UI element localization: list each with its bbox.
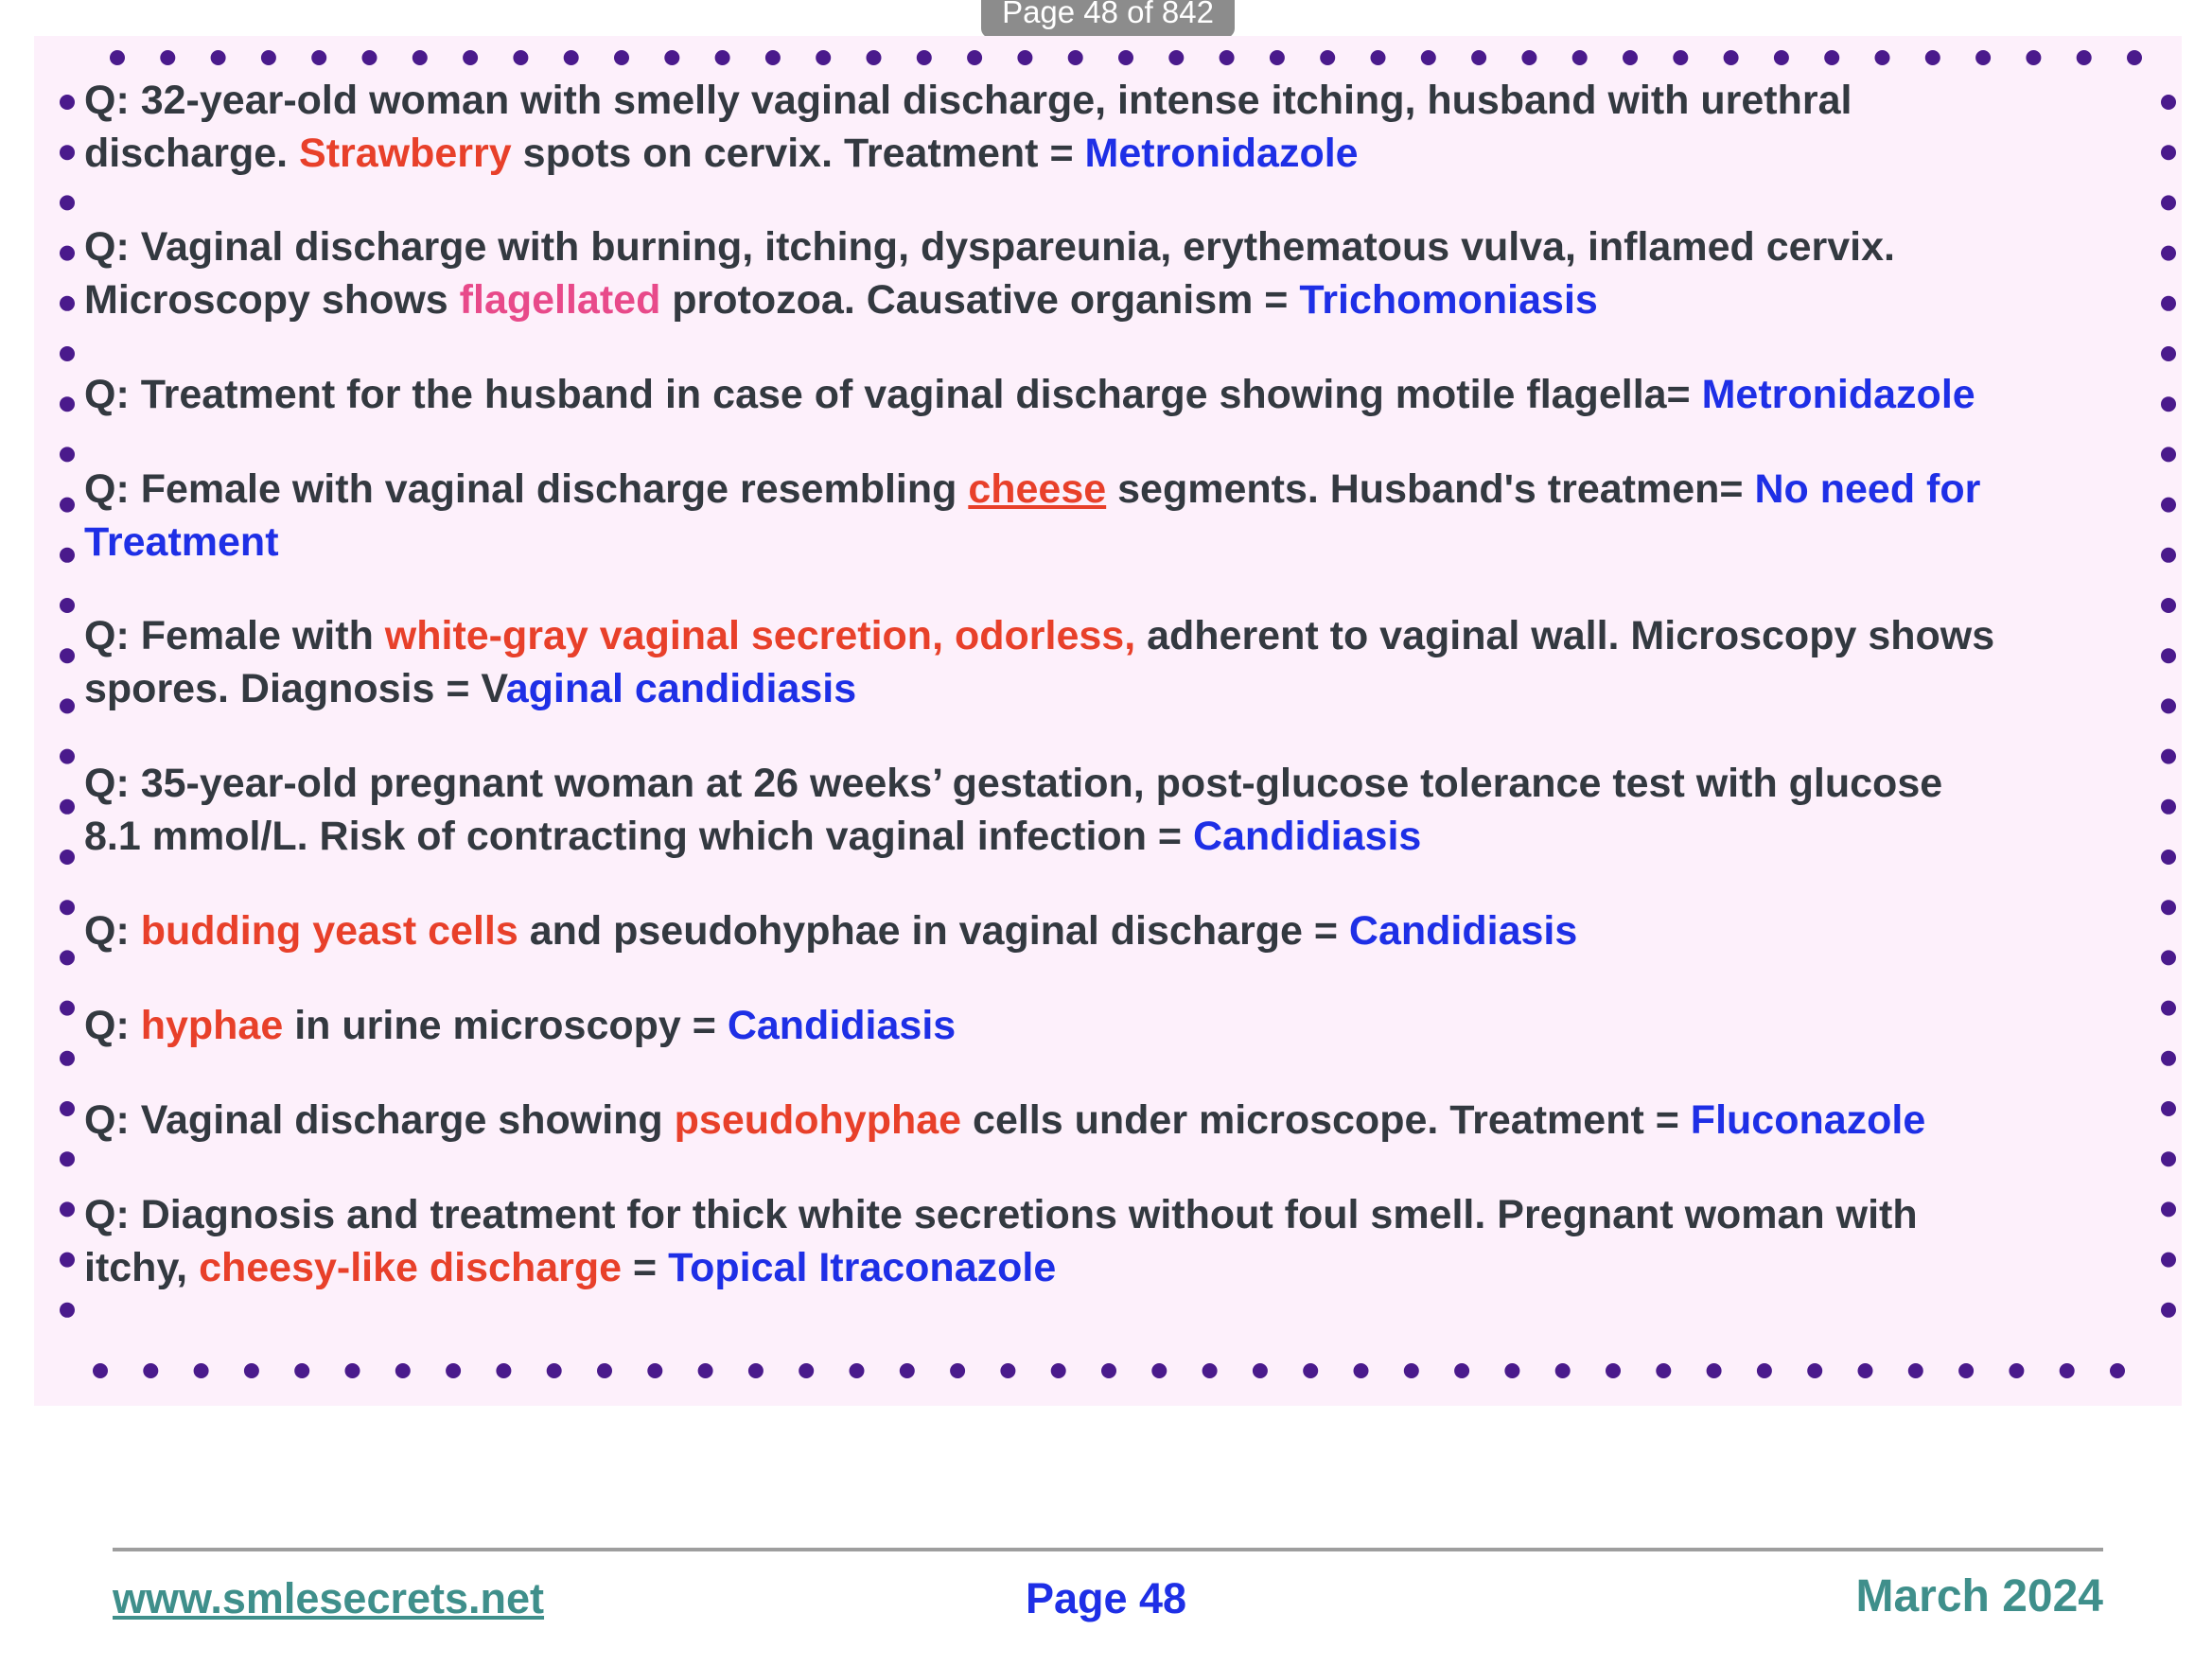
border-dot — [60, 648, 75, 663]
border-dot — [2026, 50, 2041, 65]
question-text: Q: Diagnosis and treatment for thick white secretions without foul smell. Pregnant woman with itchy, — [84, 1192, 1918, 1290]
border-dot — [2009, 1363, 2024, 1378]
question-text: Q: Vaginal discharge showing — [84, 1097, 675, 1143]
border-dot — [1354, 1363, 1369, 1378]
border-dot — [60, 95, 75, 110]
answer-text: Candidiasis — [1348, 908, 1578, 954]
question-text: spots on cervix. Treatment = — [511, 131, 1085, 176]
border-dot — [1656, 1363, 1671, 1378]
border-dot — [1858, 1363, 1873, 1378]
border-dot — [60, 447, 75, 462]
answer-text: Trichomoniasis — [1299, 277, 1598, 323]
border-dot — [1454, 1363, 1469, 1378]
border-dot — [1875, 50, 1890, 65]
border-dot — [1270, 50, 1285, 65]
answer-text: Metronidazole — [1084, 131, 1359, 176]
qa-item — [84, 220, 2166, 326]
border-dot — [2161, 195, 2176, 210]
border-dot — [60, 195, 75, 210]
border-dot — [547, 1363, 562, 1378]
question-text: Q: Vaginal discharge with burning, itching, dyspareunia, erythematous vulva, inflamed cervix. Microscopy shows — [84, 224, 1895, 323]
border-dot — [261, 50, 276, 65]
border-dot — [60, 1303, 75, 1318]
website-link[interactable]: www.smlesecrets.net — [113, 1574, 545, 1622]
border-dot — [362, 50, 377, 65]
border-dot — [345, 1363, 360, 1378]
border-dot — [715, 50, 730, 65]
border-dot — [60, 1201, 75, 1217]
border-dot — [1118, 50, 1133, 65]
border-dot — [1203, 1363, 1218, 1378]
answer-text: Topical Itraconazole — [668, 1245, 1057, 1290]
border-dot — [614, 50, 629, 65]
border-dot — [2161, 1051, 2176, 1066]
keyword-text: budding yeast cells — [140, 908, 518, 954]
border-dot — [60, 1151, 75, 1166]
qa-item — [84, 1188, 2166, 1294]
qa-item — [84, 904, 2166, 957]
answer-text: Candidiasis — [727, 1003, 957, 1048]
border-dot — [1925, 50, 1940, 65]
border-dot — [2161, 1303, 2176, 1318]
border-dot — [2060, 1363, 2075, 1378]
border-dot — [60, 1001, 75, 1016]
keyword-text: flagellated — [459, 277, 661, 323]
border-dot — [463, 50, 478, 65]
border-dot — [1975, 50, 1991, 65]
border-dot — [748, 1363, 764, 1378]
border-dot — [395, 1363, 411, 1378]
border-dot — [1471, 50, 1486, 65]
answer-text: Metronidazole — [1701, 372, 1975, 417]
border-dot — [60, 950, 75, 965]
border-dot — [1320, 50, 1335, 65]
border-dot — [1572, 50, 1588, 65]
border-dot — [60, 598, 75, 613]
question-text: Q: Treatment for the husband in case of vaginal discharge showing motile flagella= — [84, 372, 1702, 417]
question-text: protozoa. Causative organism = — [660, 277, 1300, 323]
border-dot — [60, 1101, 75, 1116]
question-text: Q: — [84, 908, 141, 954]
question-text: and pseudohyphae in vaginal discharge = — [518, 908, 1349, 954]
question-text: segments. Husband's treatmen= — [1106, 466, 1755, 512]
question-text: = — [622, 1245, 669, 1290]
border-dot — [1051, 1363, 1066, 1378]
border-dot — [2161, 346, 2176, 361]
border-dot — [1000, 1363, 1015, 1378]
border-dot — [413, 50, 428, 65]
border-dot — [160, 50, 175, 65]
answer-text: No need for Treatment — [84, 466, 1981, 565]
border-dot — [900, 1363, 915, 1378]
border-dot — [1151, 1363, 1167, 1378]
border-dot — [1521, 50, 1536, 65]
border-dot — [967, 50, 982, 65]
question-text: Q: 32-year-old woman with smelly vaginal discharge, intense itching, husband with urethral discharge. — [84, 78, 1852, 176]
question-text: adherent to vaginal wall. Microscopy shows spores. Diagnosis = V — [84, 613, 1995, 711]
question-text: in urine microscopy = — [283, 1003, 728, 1048]
question-text: Q: 35-year-old pregnant woman at 26 weeks’ gestation, post-glucose tolerance test with glucose 8.1 mmol/L. Risk of contracting which vaginal infection = — [84, 761, 1943, 859]
border-dot — [496, 1363, 511, 1378]
qa-item — [84, 1094, 2166, 1147]
border-dot — [1404, 1363, 1419, 1378]
border-dot — [446, 1363, 461, 1378]
border-dot — [60, 145, 75, 160]
border-dot — [1958, 1363, 1974, 1378]
border-dot — [1371, 50, 1386, 65]
qa-item — [84, 74, 2166, 180]
border-dot — [765, 50, 781, 65]
footer-page-number: Page 48 — [1025, 1574, 1187, 1622]
border-dot — [917, 50, 932, 65]
border-dot — [60, 1051, 75, 1066]
border-dot — [1623, 50, 1638, 65]
border-dot — [60, 799, 75, 815]
keyword-text: white-gray vaginal secretion, odorless, — [384, 613, 1136, 658]
border-dot — [60, 749, 75, 764]
border-dot — [1673, 50, 1688, 65]
border-dot — [1253, 1363, 1268, 1378]
qa-item — [84, 463, 2166, 569]
border-dot — [1555, 1363, 1571, 1378]
border-dot — [143, 1363, 158, 1378]
keyword-text: Strawberry — [299, 131, 512, 176]
border-dot — [60, 850, 75, 865]
border-dot — [1807, 1363, 1822, 1378]
border-dot — [2161, 447, 2176, 462]
border-dot — [194, 1363, 209, 1378]
border-dot — [60, 900, 75, 915]
border-dot — [1757, 1363, 1772, 1378]
border-dot — [698, 1363, 713, 1378]
keyword-text: cheese — [968, 466, 1107, 512]
border-dot — [597, 1363, 612, 1378]
qa-item — [84, 609, 2166, 715]
border-dot — [60, 296, 75, 311]
page-indicator: Page 48 of 842 — [981, 0, 1235, 38]
border-dot — [1168, 50, 1184, 65]
border-dot — [60, 498, 75, 513]
border-dot — [867, 50, 882, 65]
border-dot — [294, 1363, 309, 1378]
qa-item — [84, 368, 2166, 421]
border-dot — [1068, 50, 1083, 65]
border-dot — [1774, 50, 1789, 65]
border-dot — [60, 396, 75, 412]
answer-text: Fluconazole — [1690, 1097, 1926, 1143]
border-dot — [1017, 50, 1032, 65]
footer-date: March 2024 — [1855, 1571, 2103, 1621]
border-dot — [1504, 1363, 1519, 1378]
border-dot — [1707, 1363, 1722, 1378]
answer-text: Candidiasis — [1192, 814, 1422, 859]
question-text: Q: Female with — [84, 613, 385, 658]
border-dot — [1724, 50, 1739, 65]
border-dot — [799, 1363, 814, 1378]
border-dot — [60, 698, 75, 713]
border-dot — [211, 50, 226, 65]
qa-item — [84, 757, 2166, 863]
border-dot — [647, 1363, 662, 1378]
border-dot — [2077, 50, 2092, 65]
border-dot — [2161, 1151, 2176, 1166]
keyword-text: hyphae — [140, 1003, 284, 1048]
footer-divider — [113, 1548, 2103, 1551]
border-dot — [1606, 1363, 1621, 1378]
qa-item — [84, 999, 2166, 1052]
border-dot — [1220, 50, 1235, 65]
question-text: Q: — [84, 1003, 141, 1048]
border-dot — [564, 50, 579, 65]
border-dot — [1421, 50, 1436, 65]
border-dot — [664, 50, 679, 65]
border-dot — [244, 1363, 259, 1378]
border-dot — [1908, 1363, 1923, 1378]
keyword-text: pseudohyphae — [674, 1097, 962, 1143]
answer-text: aginal candidiasis — [505, 666, 857, 711]
border-dot — [816, 50, 831, 65]
border-dot — [513, 50, 528, 65]
border-dot — [1101, 1363, 1116, 1378]
border-dot — [60, 1253, 75, 1268]
border-dot — [2127, 50, 2142, 65]
border-dot — [60, 548, 75, 563]
question-text: cells under microscope. Treatment = — [961, 1097, 1691, 1143]
border-dot — [1824, 50, 1839, 65]
keyword-text: cheesy-like discharge — [199, 1245, 623, 1290]
border-dot — [850, 1363, 865, 1378]
border-dot — [110, 50, 125, 65]
border-dot — [950, 1363, 965, 1378]
border-dot — [311, 50, 326, 65]
border-dot — [60, 246, 75, 261]
border-dot — [60, 346, 75, 361]
border-dot — [93, 1363, 108, 1378]
border-dot — [2110, 1363, 2125, 1378]
border-dot — [1303, 1363, 1318, 1378]
question-text: Q: Female with vaginal discharge resembling — [84, 466, 969, 512]
